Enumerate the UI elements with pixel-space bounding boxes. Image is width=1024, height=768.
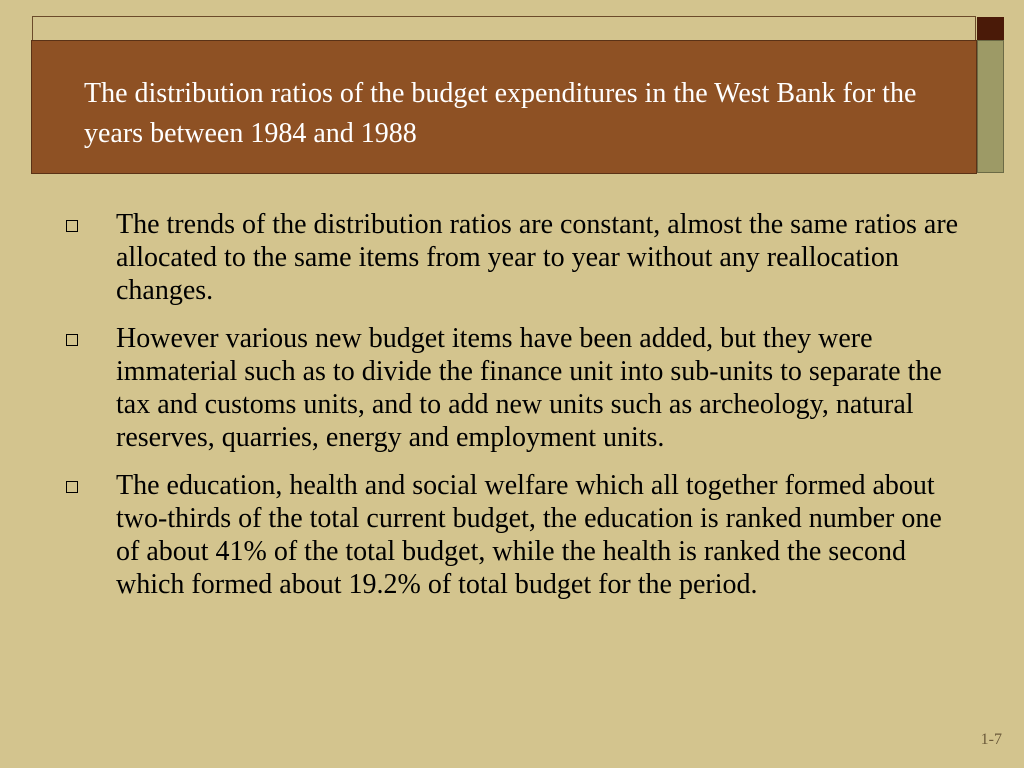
- bullet-item: [62, 208, 972, 307]
- square-bullet-icon: [66, 220, 78, 232]
- corner-accent-block: [977, 17, 1004, 40]
- title-top-frame: [32, 16, 976, 40]
- square-bullet-icon: [66, 481, 78, 493]
- bullet-list: [62, 208, 972, 616]
- bullet-text: The education, health and social welfare which all together formed about two-thirds of the total current budget, the education is ranked number one of about 41% of the total budget, while the health is ranked the second which formed about 19.2% of total budget for the period.: [116, 470, 942, 600]
- bullet-text: However various new budget items have been added, but they were immaterial such as to divide the finance unit into sub-units to separate the tax and customs units, and to add new units such as archeology, natural reserves, quarries, energy and employment units.: [116, 323, 942, 453]
- square-bullet-icon: [66, 334, 78, 346]
- page-number: 1-7: [980, 731, 1002, 748]
- bullet-item: [62, 322, 972, 454]
- side-accent-bar: [977, 40, 1004, 173]
- bullet-text: The trends of the distribution ratios are constant, almost the same ratios are allocated to the same items from year to year without any reallocation changes.: [116, 209, 959, 306]
- slide-title: The distribution ratios of the budget expenditures in the West Bank for the years between 1984 and 1988: [84, 78, 917, 149]
- title-bar: [31, 40, 977, 174]
- bullet-item: [62, 469, 972, 601]
